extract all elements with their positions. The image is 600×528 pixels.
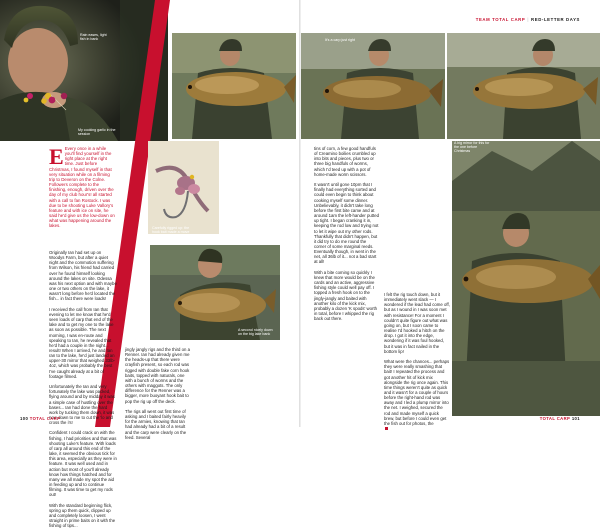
caption-mid: It's a carp just right [325, 38, 356, 42]
angler-mirror-carp-image [150, 245, 280, 340]
running-header [476, 17, 580, 22]
caption-hook: Carefully rigged up: the hook bait made a move [152, 226, 190, 235]
left-column [49, 250, 117, 528]
right-magazine-name: TOTAL CARP [539, 416, 571, 421]
top-centre-photo [172, 33, 296, 139]
right-column-b [384, 292, 450, 426]
caption-night-fish: Rain eases, light fish in bank [80, 33, 107, 42]
lead-text: Every once in a while you'll find yourself in the right place at the right time. Just before Christmas, I found myself in that very situation while on a filming trip to Deveron on the Colne. Followers complete to the finishing, enough, driven over the day of my club hour's! all started with a call to fan Rostock. I was due to be shooting Luke Vallory's feature and with ice on site, he said he'd give us the low-down on what was happening around the lakes. [49, 146, 115, 229]
left-page-number: 100 [20, 416, 29, 421]
centre-column [125, 347, 192, 440]
angler-common-carp-image [447, 33, 600, 139]
left-column-text: Originally Ian had set up on Woodys Farm, but after a quiet night and the commotion suffering from Wilson, his friend had carried over he found himself looking around the lakes on site. Odessa was his next option and with maybe one or two others on the lake, it wasn't long before he'd located the fish... in fact there were loads! I received the call from Ian that evening to let me know that he'd seen loads of carp that end of the lake and to get my one to the lake as soon as possible. The next morning, I was en-route and speaking to Ian, he revealed that he'd had a couple in the night... result! When I arrived, he and Ian ran to the lake, he'd just landed an upper-30 mirror that weighed 33lb-4oz, which was probably the best I've caught already at a bit of footage filmed. Unfortunately the Ian and very fortunately the lake was packed, flying around and by midday it was a simple case of hustling over the bases... Ian had done the hard work by tucking them down, it was now down to me to cut the 'lo and cross the i's! Confident I could crack on with the fishing, I had priorities and that was shooting Luke's feature. With loads of carp all around this end of the lake, it seemed the obvious tick for this area, especially as they were in feature. It was well used and in action but most of you'll already know how things hatched and for many we all made my spot the aid in feeding up and to continue filming. It was time to get my rods out! With the standard beginning flick, spring up them quick, clipped up and completely loosen, I went straight in prime baits on it with the fishing of tips... [49, 250, 117, 528]
angler-big-common-image [452, 141, 600, 416]
right-column-a-text: tins of corn, a few good handfuls of Creamino boilies crumbled up into bits and pieces, plus two or three big handfuls of worms, which I'd teed up with a pot of home-made worm scissors. It wasn't until gone 10pm that I finally had everything sorted and could even begin to think about cooking myself some dinner. Unbelievably, it didn't take long before the first bite came and at around 1am the left-hander putted up tight. I began cranking it in, keeping the rod low and trying not to let it wipe out my other rods. Thankfully that didn't happen, but it did try to do me round the corner of some marginal reeds. Eventually though, in went in the net, all 36lb of it... not a bad start at all! With a bite coming so quickly I knew that more would be on the cards and an active, aggressive fishing style could well pay off. I topped a fresh hook on to the jingly-jangly and baited with another kilo of the kick mix, probably a dozen 'K spods' worth in total, before I whipped the rig back out there. [314, 146, 379, 322]
header-issue-title: RED-LETTER DAYS [531, 17, 580, 22]
caption-lure: My cooking garlic in the session [78, 128, 116, 137]
rig-photo [148, 141, 219, 234]
caption-lower-centre: A second nicely down on the big lake bank [238, 328, 273, 337]
header-brand: TEAM TOTAL CARP [475, 17, 526, 22]
lower-left-photo [150, 245, 280, 340]
spine-gutter [299, 0, 301, 427]
caption-mirror-right: A big mirror for this for the one before Christmas [454, 141, 490, 154]
right-column-b-text: I felt the rig touch down, but it immediately went slack — I wondered if the lead had come off, but as I wound in I was soon met with resistance! For a moment I couldn't quite figure out what was going on, but I soon came to realise I'd hooked a hitch on the drop. I got it into the edge, wondering if it was foul hooked, but it was in fact nailed in the bottom lip! What were the chances... perhaps they were really smashing that bait! I repeated the process and got another hit of kick mix alongside the rig once again. This time things weren't quite as quick and it wasn't for a couple of hours before the right-hand rod was away and I led a plump mirror into the net. I weighed, secured the rod and made myself a quick brew, but before I could even get the fish out for photos, the [384, 292, 450, 426]
left-magazine-name: TOTAL CARP [29, 416, 61, 421]
right-column-a [314, 146, 379, 414]
right-folio [540, 416, 580, 421]
top-right-photo-1 [301, 33, 445, 139]
end-of-article-mark [385, 427, 388, 430]
top-right-photo-2 [447, 33, 600, 139]
worm-rig-image [148, 141, 219, 234]
right-page-number: 101 [571, 416, 580, 421]
right-tall-photo [452, 141, 600, 416]
left-folio [20, 416, 60, 421]
angler-big-mirror-image [172, 33, 296, 139]
angler-mirror-grass-image [301, 33, 445, 139]
centre-column-text: jingly jangly rigs and the third on a Renner. Ian had already given me the heads-up that there were crayfish present, so each rod was rigged with double fake corn hook baits, topped with naturals, one with a bunch of worms and the others with maggots. The only difference for the Renner was a bigger, more buoyant hook bait to pop the rig up off the deck. The rigs all went out first time of asking and I baited fairly heavily for the armies, knowing that Ian had already had a bit of a result and the carp were clearly on the feed. Several [125, 347, 190, 440]
header-separator: | [527, 17, 530, 22]
drop-cap: E [49, 144, 64, 169]
